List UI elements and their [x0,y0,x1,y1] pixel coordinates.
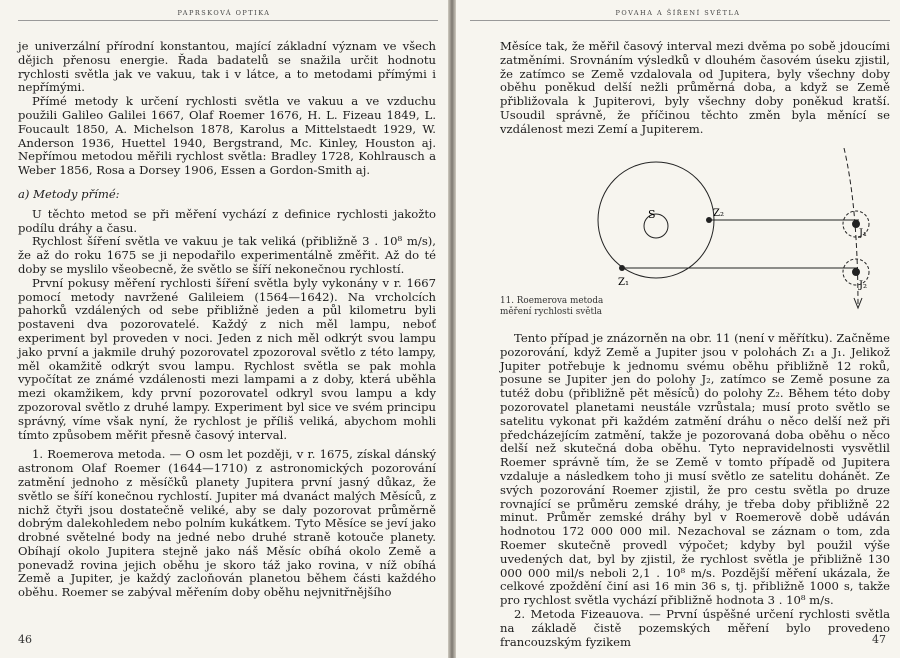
header-rule [470,20,890,21]
section-heading: a) Metody přímé: [18,186,120,201]
jupiter-j2 [852,268,860,276]
paragraph: je univerzální přírodní konstantou, mající základní význam ve všech dějich přenosu energie. Řada badatelů se snažila určit hodnotu rychlosti světla jak ve vakuu, tak i v látce, a to metodami přímými i nepřímými. [18,39,436,95]
j1-label: J₁ [859,228,868,239]
right-page [456,0,900,658]
header-rule [18,20,438,21]
book-gutter [448,0,456,658]
roemer-figure [596,148,896,318]
earth-orbit [598,162,714,278]
jupiter-j1 [852,220,860,228]
right-body-top [500,40,890,137]
paragraph: Tento případ je znázorněn na obr. 11 (není v měřítku). Začněme pozorování, když Země a Jupiter jsou v polohách Z₁ a J₁. Jelikož Jupiter potřebuje k jednomu svému oběhu přibližně 12 roků, posune se Jupiter jen do polohy J₂, zatímco se Země posune za tutéž dobu (přibližně pět měsíců) do polohy Z₂. Během této doby pozorovatel planetami neustále vzrůstala; musí proto světlo se satelitu vykonat při každém zatmění dráhu o něco delší než při předcházejícím zatmění, takže je pozorovaná doba oběhu o něco delší než skutečná doba oběhu. Tyto nepravidelnosti vysvětlil Roemer správně tím, že se Země v tomto případě od Jupitera vzdaluje a následkem toho ji musí světlo ze satelitu dohánět. Ze svých pozorování Roemer zjistil, že pro cestu světla po druze rovnající se průměru zemské dráhy, je třeba doby přibližně 22 minut. Průměr zemské dráhy byl v Roemerově době udáván hodnotou 172 000 000 mil. Nezachoval se záznam o tom, zda Roemer skutečně provedl výpočet; kdyby byl použil výše uvedených dat, byl by zjistil, že rychlost světla je přibližně 130 000 000 mil/s neboli 2,1 . 10⁸ m/s. Pozdější měření ukázala, že celkové zpoždění činí asi 16 min 36 s, tj. přibližně 1000 s, takže pro rychlost světla vychází přibližně hodnota 3 . 10⁸ m/s. [500,331,890,608]
z1-label: Z₁ [618,277,629,288]
page-number-left: 46 [18,633,32,646]
z2-label: Z₂ [713,208,724,219]
figure-caption: 11. Roemerova metoda měření rychlosti světla [500,296,604,317]
paragraph: Přímé metody k určení rychlosti světla ve vakuu a ve vzduchu použili Galileo Galilei 1667, Olaf Roemer 1676, H. L. Fizeau 1849, L. Foucault 1850, A. Michelson 1878, Karolus a Mittelstaedt 1929, W. Anderson 1936, Huettel 1940, Bergstrand, Mc. Kinley, Houston aj. Nepřímou metodou měřili rychlost světla: Bradley 1728, Kohlrausch a Weber 1856, Rosa a Dorsey 1906, Essen a Gordon-Smith aj. [18,94,436,178]
page-number-right: 47 [872,633,886,646]
sun-label: S [648,208,656,221]
j2-label: J₂ [859,280,868,291]
paragraph: Měsíce tak, že měřil časový interval mezi dvěma po sobě jdoucími zatměními. Srovnáním výsledků v dlouhém časovém úseku zjistil, že zatímco se Země vzdalovala od Jupitera, byly všechny doby oběhu poněkud delší nežli průměrná doba, a když se Země přibližovala k Jupiterovi, byly všechny doby poněkud kratší. Usoudil správně, že příčinou těchto změn byla měnící se vzdálenost mezi Zemí a Jupiterem. [500,39,890,136]
paragraph: První pokusy měření rychlosti šíření světla byly vykonány v r. 1667 pomocí metody navržené Galileiem (1564—1642). Na vrcholcích pahorků vzdálených od sebe přibližně jeden a půl kilometru byli postaveni dva pozorovatelé. Každý z nich měl lampu, neboť experiment byl proveden v noci. Jeden z nich měl odkrýt svou lampu jako první a jakmile druhý pozorovatel zpozoroval světlo z této lampy, měl okamžitě odkrýt svou lampu. Rychlost světla se pak mohla vypočítat ze známé vzdálenosti mezi lampami a z doby, která uběhla mezi okamžikem, kdy první pozorovatel odkryl svou lampu a kdy zpozoroval světlo z druhé lampy. Experiment byl sice ve svém principu správný, víme však nyní, že rychlost je příliš veliká, abychom mohli tímto způsobem měřit přesně časový interval. [18,275,436,442]
paragraph: Rychlost šíření světla ve vakuu je tak veliká (přibližně 3 . 10⁸ m/s), že až do roku 1675 se ji nepodařilo experimentálně změřit. Až do té doby se myslilo všeobecně, že světlo se šíří nekonečnou rychlostí. [18,234,436,276]
paragraph: 1. Roemerova metoda. — O osm let později, v r. 1675, získal dánský astronom Olaf Roemer (1644—1710) z astronomických pozorování zatmění jednoho z měsíčků planety Jupitera první jasný důkaz, že světlo se šíří konečnou rychlostí. Jupiter má dvanáct malých Měsíců, z nichž čtyři jsou dostatečně veliké, aby se daly pozorovat průměrně dobrým dalekohledem nebo polním kukátkem. Tyto Měsíce se jeví jako drobné světelné body na jedné nebo druhé straně kotouče planety. Obíhají okolo Jupitera stejně jako náš Měsíc obíhá okolo Země a ponevadž rovina jejich oběhu je skoro táž jako rovina, v níž obíhá Země a Jupiter, je každý zacloňován planetou během části každého oběhu. Roemer se zabýval měřením doby oběhu nejvnitřnějšího [18,447,436,600]
running-head-right: POVAHA A ŠÍŘENÍ SVĚTLA [615,9,741,17]
left-page [0,0,448,658]
left-body [18,40,436,600]
paragraph: U těchto metod se při měření vychází z definice rychlosti jakožto podílu dráhy a času. [18,206,436,235]
right-body-bottom [500,332,890,649]
paragraph: 2. Metoda Fizeauova. — První úspěšné určení rychlosti světla na základě čistě pozemských měření bylo provedeno francouzským fyzikem [500,606,890,649]
running-head-left: PAPRSKOVÁ OPTIKA [177,9,271,17]
